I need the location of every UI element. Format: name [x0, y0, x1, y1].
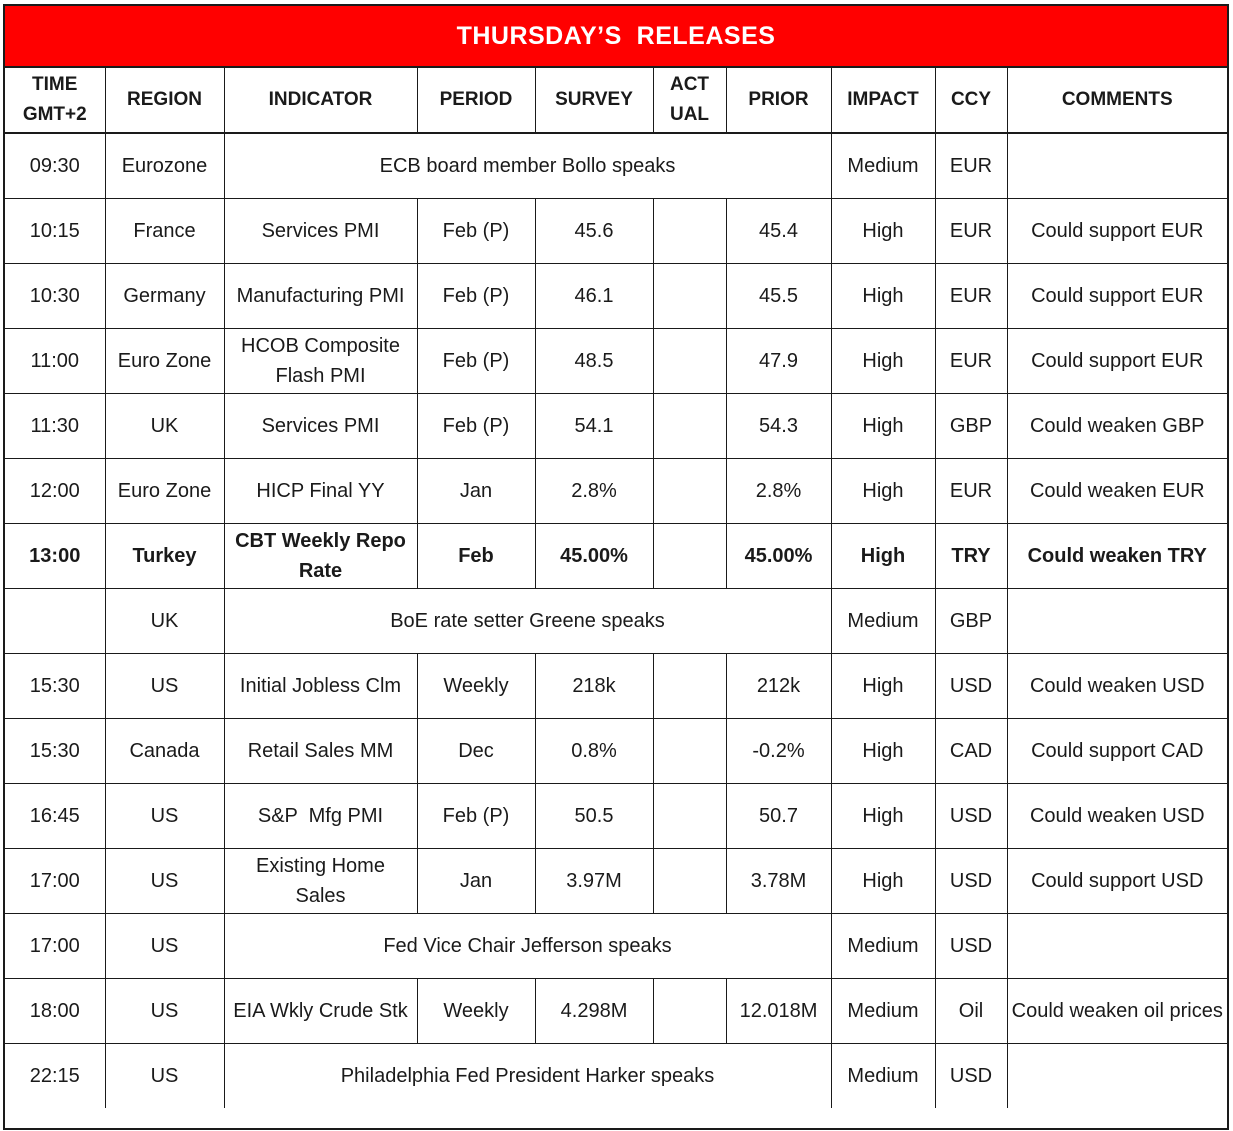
- cell-indicator: Existing Home Sales: [224, 849, 417, 914]
- cell-time: 22:15: [5, 1044, 105, 1109]
- cell-comments: Could weaken USD: [1007, 784, 1227, 849]
- header-survey: SURVEY: [535, 68, 653, 133]
- cell-period: Weekly: [417, 979, 535, 1044]
- cell-impact: High: [831, 329, 935, 394]
- cell-comments: Could support USD: [1007, 849, 1227, 914]
- cell-ccy: USD: [935, 654, 1007, 719]
- cell-prior: 45.4: [726, 199, 831, 264]
- cell-time: [5, 589, 105, 654]
- cell-prior: 47.9: [726, 329, 831, 394]
- cell-actual: [653, 849, 726, 914]
- cell-impact: High: [831, 849, 935, 914]
- cell-ccy: USD: [935, 849, 1007, 914]
- cell-impact: High: [831, 459, 935, 524]
- cell-comments: Could weaken EUR: [1007, 459, 1227, 524]
- cell-comments: Could support EUR: [1007, 199, 1227, 264]
- cell-comments: Could support EUR: [1007, 264, 1227, 329]
- header-time: TIME GMT+2: [5, 68, 105, 133]
- releases-table: [5, 68, 1227, 1108]
- cell-period: Dec: [417, 719, 535, 784]
- cell-indicator: Manufacturing PMI: [224, 264, 417, 329]
- cell-ccy: Oil: [935, 979, 1007, 1044]
- cell-ccy: EUR: [935, 459, 1007, 524]
- cell-period: Jan: [417, 849, 535, 914]
- cell-comments: Could weaken TRY: [1007, 524, 1227, 589]
- cell-time: 13:00: [5, 524, 105, 589]
- cell-indicator: S&P Mfg PMI: [224, 784, 417, 849]
- cell-survey: 50.5: [535, 784, 653, 849]
- cell-actual: [653, 199, 726, 264]
- cell-comments: Could weaken USD: [1007, 654, 1227, 719]
- table-row: [5, 199, 1227, 264]
- cell-region: US: [105, 979, 224, 1044]
- cell-region: Euro Zone: [105, 329, 224, 394]
- cell-time: 15:30: [5, 654, 105, 719]
- cell-ccy: USD: [935, 1044, 1007, 1109]
- table-row: [5, 654, 1227, 719]
- cell-region: France: [105, 199, 224, 264]
- cell-impact: High: [831, 199, 935, 264]
- cell-time: 10:15: [5, 199, 105, 264]
- cell-actual: [653, 979, 726, 1044]
- header-period: PERIOD: [417, 68, 535, 133]
- cell-impact: High: [831, 264, 935, 329]
- cell-impact: Medium: [831, 1044, 935, 1109]
- cell-impact: Medium: [831, 589, 935, 654]
- cell-time: 12:00: [5, 459, 105, 524]
- releases-calendar: [3, 4, 1229, 1130]
- table-row: [5, 849, 1227, 914]
- cell-region: US: [105, 1044, 224, 1109]
- cell-ccy: EUR: [935, 133, 1007, 199]
- cell-actual: [653, 784, 726, 849]
- cell-prior: 212k: [726, 654, 831, 719]
- cell-region: Turkey: [105, 524, 224, 589]
- cell-prior: 50.7: [726, 784, 831, 849]
- header-impact: IMPACT: [831, 68, 935, 133]
- cell-survey: 4.298M: [535, 979, 653, 1044]
- cell-comments: Could weaken oil prices: [1007, 979, 1227, 1044]
- cell-region: Canada: [105, 719, 224, 784]
- header-ccy: CCY: [935, 68, 1007, 133]
- cell-prior: 54.3: [726, 394, 831, 459]
- table-row: [5, 719, 1227, 784]
- cell-period: Feb (P): [417, 784, 535, 849]
- cell-indicator: CBT Weekly Repo Rate: [224, 524, 417, 589]
- table-row: [5, 784, 1227, 849]
- cell-region: UK: [105, 589, 224, 654]
- cell-period: Feb (P): [417, 264, 535, 329]
- cell-region: Germany: [105, 264, 224, 329]
- cell-impact: High: [831, 784, 935, 849]
- cell-survey: 45.00%: [535, 524, 653, 589]
- cell-ccy: EUR: [935, 264, 1007, 329]
- table-row-highlighted: [5, 524, 1227, 589]
- cell-actual: [653, 329, 726, 394]
- cell-impact: High: [831, 654, 935, 719]
- cell-actual: [653, 264, 726, 329]
- cell-actual: [653, 394, 726, 459]
- cell-indicator: Services PMI: [224, 394, 417, 459]
- table-row: [5, 1044, 1227, 1109]
- cell-comments: [1007, 1044, 1227, 1109]
- cell-time: 15:30: [5, 719, 105, 784]
- header-prior: PRIOR: [726, 68, 831, 133]
- cell-region: US: [105, 784, 224, 849]
- cell-survey: 45.6: [535, 199, 653, 264]
- cell-ccy: GBP: [935, 394, 1007, 459]
- cell-ccy: EUR: [935, 199, 1007, 264]
- cell-prior: 45.00%: [726, 524, 831, 589]
- cell-period: Feb (P): [417, 394, 535, 459]
- cell-impact: Medium: [831, 133, 935, 199]
- cell-impact: High: [831, 394, 935, 459]
- cell-comments: [1007, 914, 1227, 979]
- cell-region: Eurozone: [105, 133, 224, 199]
- cell-prior: 3.78M: [726, 849, 831, 914]
- cell-indicator: HICP Final YY: [224, 459, 417, 524]
- cell-actual: [653, 654, 726, 719]
- cell-actual: [653, 459, 726, 524]
- cell-indicator: EIA Wkly Crude Stk: [224, 979, 417, 1044]
- cell-comments: [1007, 133, 1227, 199]
- cell-survey: 46.1: [535, 264, 653, 329]
- cell-ccy: GBP: [935, 589, 1007, 654]
- cell-indicator: Initial Jobless Clm: [224, 654, 417, 719]
- cell-period: Jan: [417, 459, 535, 524]
- cell-indicator: HCOB Composite Flash PMI: [224, 329, 417, 394]
- cell-impact: High: [831, 524, 935, 589]
- header-indicator: INDICATOR: [224, 68, 417, 133]
- cell-impact: Medium: [831, 914, 935, 979]
- header-comments: COMMENTS: [1007, 68, 1227, 133]
- table-row: [5, 914, 1227, 979]
- table-row: [5, 329, 1227, 394]
- cell-prior: -0.2%: [726, 719, 831, 784]
- cell-prior: 45.5: [726, 264, 831, 329]
- table-row: [5, 264, 1227, 329]
- cell-survey: 2.8%: [535, 459, 653, 524]
- cell-ccy: USD: [935, 784, 1007, 849]
- cell-survey: 0.8%: [535, 719, 653, 784]
- cell-indicator: Services PMI: [224, 199, 417, 264]
- cell-comments: Could support CAD: [1007, 719, 1227, 784]
- cell-region: Euro Zone: [105, 459, 224, 524]
- cell-period: Weekly: [417, 654, 535, 719]
- cell-region: UK: [105, 394, 224, 459]
- header-row: [5, 68, 1227, 133]
- cell-time: 11:30: [5, 394, 105, 459]
- cell-prior: 2.8%: [726, 459, 831, 524]
- cell-indicator: Retail Sales MM: [224, 719, 417, 784]
- header-actual: ACT UAL: [653, 68, 726, 133]
- cell-period: Feb: [417, 524, 535, 589]
- cell-comments: [1007, 589, 1227, 654]
- cell-ccy: EUR: [935, 329, 1007, 394]
- cell-region: US: [105, 914, 224, 979]
- cell-comments: Could support EUR: [1007, 329, 1227, 394]
- cell-event: Fed Vice Chair Jefferson speaks: [224, 914, 831, 979]
- cell-region: US: [105, 654, 224, 719]
- cell-time: 16:45: [5, 784, 105, 849]
- cell-ccy: CAD: [935, 719, 1007, 784]
- cell-survey: 3.97M: [535, 849, 653, 914]
- cell-survey: 218k: [535, 654, 653, 719]
- cell-time: 11:00: [5, 329, 105, 394]
- table-row: [5, 133, 1227, 199]
- cell-time: 10:30: [5, 264, 105, 329]
- cell-ccy: USD: [935, 914, 1007, 979]
- table-row: [5, 394, 1227, 459]
- table-row: [5, 589, 1227, 654]
- cell-actual: [653, 524, 726, 589]
- table-row: [5, 459, 1227, 524]
- cell-survey: 54.1: [535, 394, 653, 459]
- cell-period: Feb (P): [417, 329, 535, 394]
- cell-time: 17:00: [5, 849, 105, 914]
- calendar-title: THURSDAY’S RELEASES: [5, 6, 1227, 68]
- cell-prior: 12.018M: [726, 979, 831, 1044]
- cell-actual: [653, 719, 726, 784]
- cell-region: US: [105, 849, 224, 914]
- cell-survey: 48.5: [535, 329, 653, 394]
- cell-time: 09:30: [5, 133, 105, 199]
- cell-period: Feb (P): [417, 199, 535, 264]
- cell-ccy: TRY: [935, 524, 1007, 589]
- cell-impact: Medium: [831, 979, 935, 1044]
- cell-time: 18:00: [5, 979, 105, 1044]
- table-row: [5, 979, 1227, 1044]
- cell-event: BoE rate setter Greene speaks: [224, 589, 831, 654]
- cell-comments: Could weaken GBP: [1007, 394, 1227, 459]
- header-region: REGION: [105, 68, 224, 133]
- cell-event: Philadelphia Fed President Harker speaks: [224, 1044, 831, 1109]
- cell-event: ECB board member Bollo speaks: [224, 133, 831, 199]
- cell-impact: High: [831, 719, 935, 784]
- cell-time: 17:00: [5, 914, 105, 979]
